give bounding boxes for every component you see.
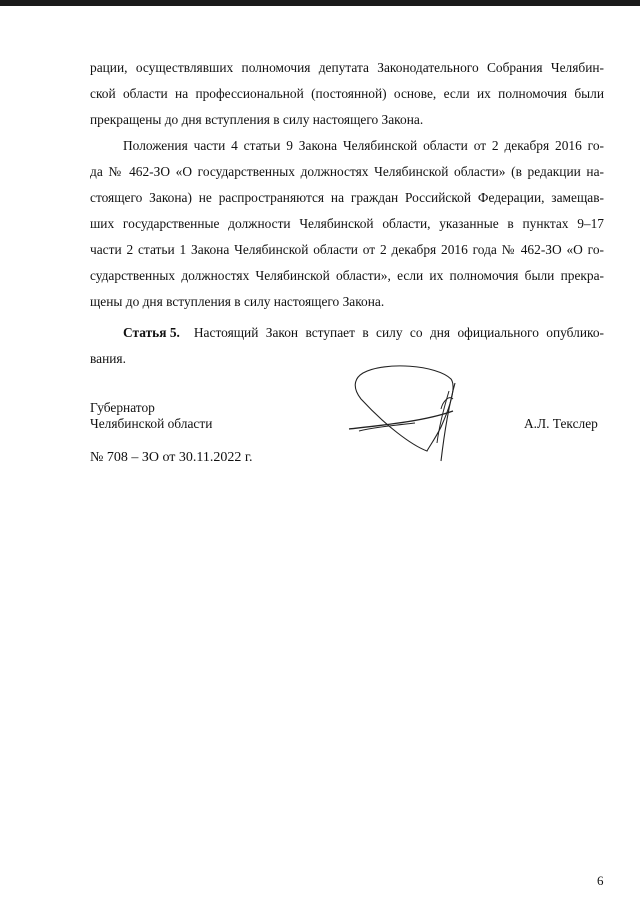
article-text: Настоящий Закон вступает в силу со дня официального опублико-: [193, 325, 604, 340]
text-line: Положения части 4 статьи 9 Закона Челябинской области от 2 декабря 2016 го-: [123, 138, 604, 153]
signatory-region: Челябинской области: [90, 416, 213, 431]
page-number: 6: [597, 873, 604, 888]
text-line: ших государственные должности Челябинской области, указанные в пунктах 9–17: [90, 216, 604, 231]
signatory-name: А.Л. Текслер: [524, 416, 598, 431]
article-text-continuation: вания.: [90, 351, 126, 366]
top-border-line: [0, 0, 640, 6]
law-number: № 708 – ЗО от 30.11.2022 г.: [90, 450, 253, 465]
handwritten-signature: [345, 365, 470, 465]
text-line: щены до дня вступления в силу настоящего Закона.: [90, 294, 385, 309]
signatory-position: Губернатор: [90, 400, 155, 415]
text-line: прекращены до дня вступления в силу настоящего Закона.: [90, 112, 424, 127]
text-line: части 2 статьи 1 Закона Челябинской области от 2 декабря 2016 года № 462-ЗО «О го-: [90, 242, 604, 257]
article-title: Статья 5.: [123, 325, 180, 340]
article-5-line: [123, 325, 604, 341]
text-line: стоящего Закона) не распространяются на граждан Российской Федерации, замещав-: [90, 190, 604, 205]
text-line: ской области на профессиональной (постоянной) основе, если их полномочия были: [90, 86, 604, 101]
text-line: рации, осуществлявших полномочия депутата Законодательного Собрания Челябин-: [90, 60, 604, 75]
text-line: сударственных должностях Челябинской области», если их полномочия были прекра-: [90, 268, 604, 283]
text-line: да № 462-ЗО «О государственных должностях Челябинской области» (в редакции на-: [90, 164, 604, 179]
